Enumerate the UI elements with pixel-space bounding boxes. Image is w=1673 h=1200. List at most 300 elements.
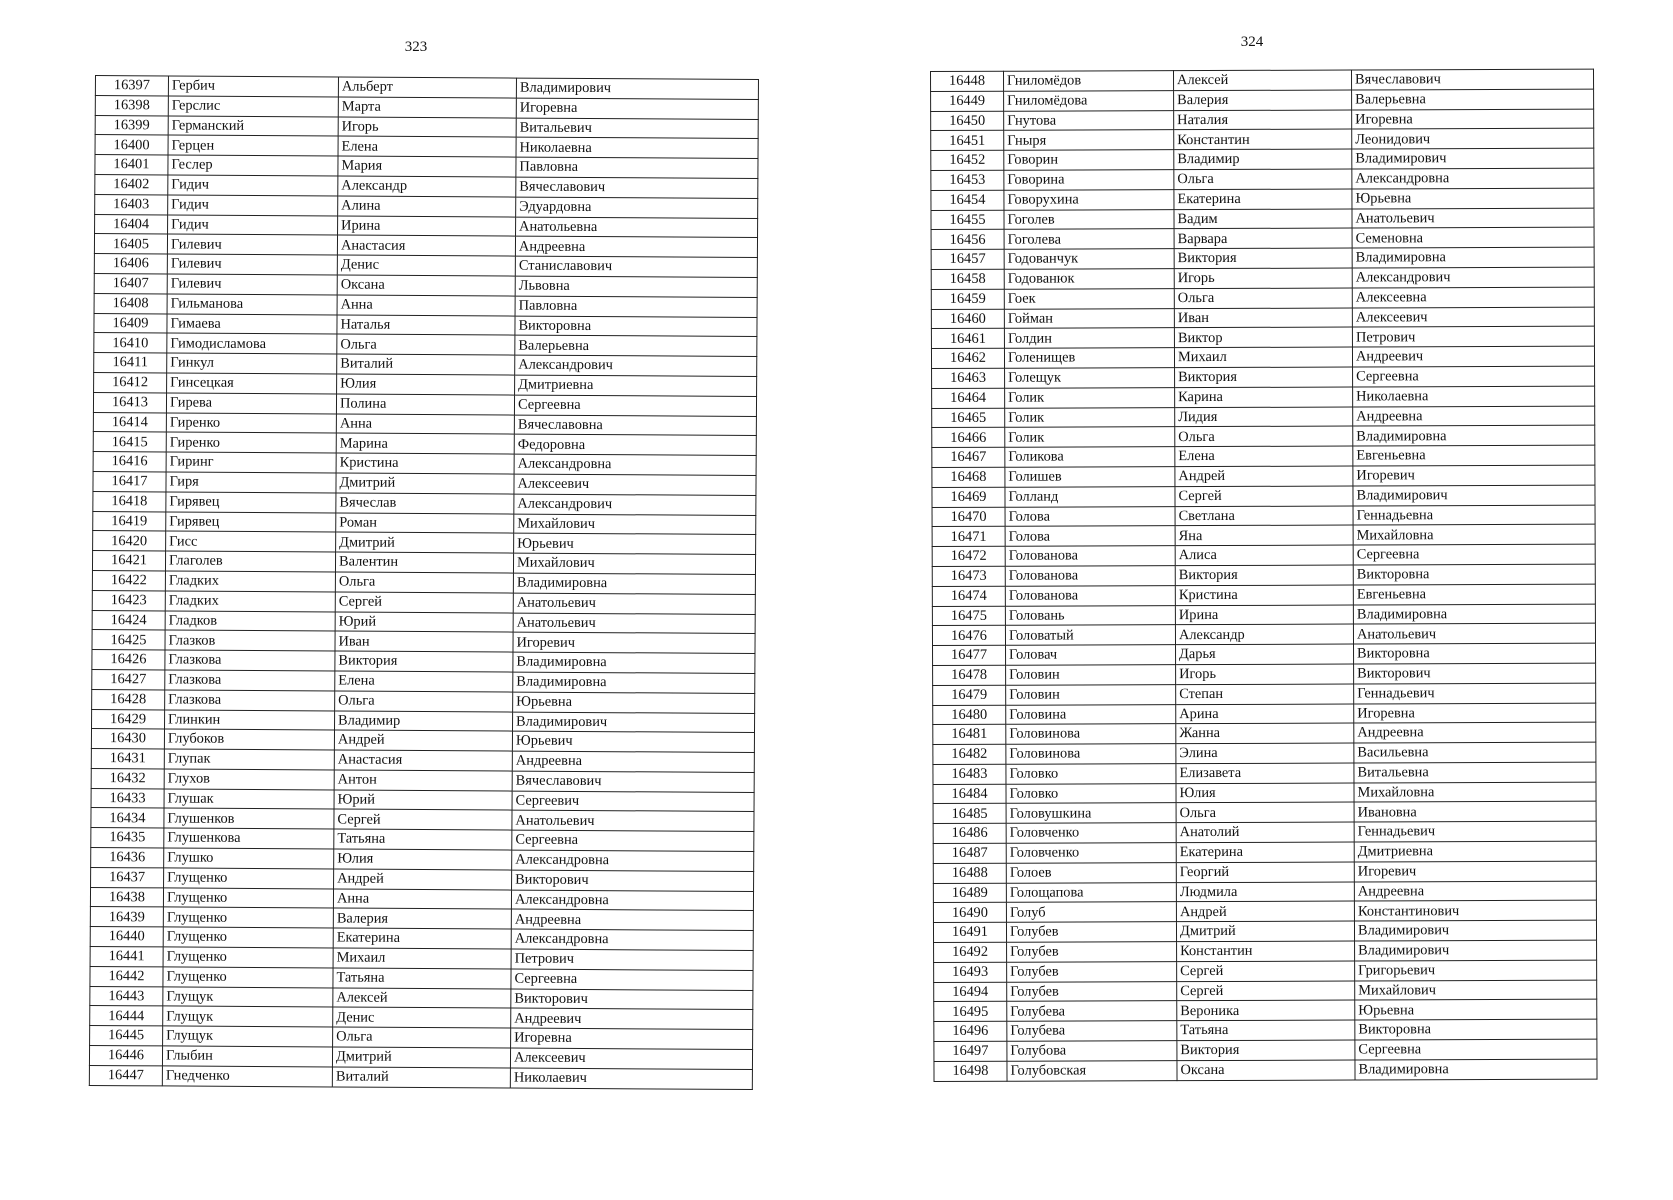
row-number-cell: 16410 [94, 333, 167, 353]
row-number-cell: 16495 [934, 1002, 1007, 1022]
row-number-cell: 16428 [92, 689, 165, 709]
row-number-cell: 16497 [934, 1041, 1007, 1061]
first-name-cell: Андрей [334, 869, 512, 890]
first-name-cell: Константин [1174, 129, 1352, 149]
first-name-cell: Валентин [335, 552, 513, 573]
last-name-cell: Голованова [1005, 585, 1175, 605]
first-name-cell: Дмитрий [336, 532, 514, 553]
row-number-cell: 16406 [94, 254, 167, 274]
table-row [932, 426, 1595, 448]
first-name-cell: Альберт [338, 77, 516, 98]
first-name-cell: Яна [1175, 525, 1353, 545]
patronymic-cell: Владимировна [513, 573, 755, 594]
row-number-cell: 16478 [933, 665, 1006, 685]
last-name-cell: Голикова [1005, 447, 1175, 467]
last-name-cell: Глушко [164, 848, 334, 869]
patronymic-cell: Анатольевич [1353, 623, 1595, 644]
row-number-cell: 16441 [90, 947, 163, 967]
row-number-cell: 16465 [932, 408, 1005, 428]
last-name-cell: Гныря [1004, 130, 1174, 150]
last-name-cell: Голованова [1005, 566, 1175, 586]
row-number-cell: 16456 [931, 230, 1004, 250]
patronymic-cell: Михайловна [1354, 782, 1596, 803]
row-number-cell: 16443 [90, 986, 163, 1006]
first-name-cell: Владимир [1174, 149, 1352, 169]
first-name-cell: Алина [338, 196, 516, 217]
row-number-cell: 16479 [933, 685, 1006, 705]
names-table-left [89, 75, 759, 1090]
names-table-right [930, 69, 1598, 1082]
row-number-cell: 16481 [933, 725, 1006, 745]
first-name-cell: Валерия [1174, 90, 1352, 110]
row-number-cell: 16484 [933, 784, 1006, 804]
last-name-cell: Гойман [1004, 308, 1174, 328]
last-name-cell: Гнутова [1004, 110, 1174, 130]
patronymic-cell: Витальевна [1354, 762, 1596, 783]
last-name-cell: Головин [1006, 684, 1176, 704]
patronymic-cell: Вячеславович [512, 771, 754, 792]
last-name-cell: Глупак [164, 749, 334, 770]
first-name-cell: Елена [335, 671, 513, 692]
table-row [933, 901, 1596, 923]
row-number-cell: 16493 [934, 962, 1007, 982]
last-name-cell: Годованюк [1004, 269, 1174, 289]
last-name-cell: Гимодисламова [167, 333, 337, 354]
row-number-cell: 16467 [932, 447, 1005, 467]
first-name-cell: Сергей [1177, 961, 1355, 981]
table-row [931, 69, 1594, 91]
row-number-cell: 16409 [94, 313, 167, 333]
table-row [932, 584, 1595, 606]
row-number-cell: 16433 [91, 788, 164, 808]
row-number-cell: 16418 [93, 491, 166, 511]
table-row [932, 386, 1595, 408]
patronymic-cell: Владимирович [1355, 940, 1597, 961]
last-name-cell: Голубев [1007, 942, 1177, 962]
patronymic-cell: Владимировна [1353, 426, 1595, 447]
last-name-cell: Голова [1005, 506, 1175, 526]
first-name-cell: Ольга [335, 572, 513, 593]
row-number-cell: 16458 [931, 269, 1004, 289]
patronymic-cell: Владимирович [1353, 485, 1595, 506]
patronymic-cell: Евгеньевна [1353, 445, 1595, 466]
row-number-cell: 16496 [934, 1021, 1007, 1041]
patronymic-cell: Анатольевич [1352, 208, 1594, 229]
first-name-cell: Юлия [334, 849, 512, 870]
row-number-cell: 16424 [92, 610, 165, 630]
row-number-cell: 16401 [95, 155, 168, 175]
table-row [934, 1019, 1597, 1041]
patronymic-cell: Владимировна [513, 672, 755, 693]
patronymic-cell: Петрович [1352, 327, 1594, 348]
last-name-cell: Глыбин [162, 1046, 332, 1067]
row-number-cell: 16471 [932, 527, 1005, 547]
row-number-cell: 16444 [90, 1006, 163, 1026]
row-number-cell: 16407 [94, 273, 167, 293]
patronymic-cell: Семеновна [1352, 228, 1594, 249]
row-number-cell: 16440 [90, 927, 163, 947]
last-name-cell: Глущук [163, 1006, 333, 1027]
row-number-cell: 16411 [94, 353, 167, 373]
row-number-cell: 16482 [933, 744, 1006, 764]
row-number-cell: 16431 [91, 749, 164, 769]
table-row [932, 505, 1595, 527]
first-name-cell: Юлия [1176, 783, 1354, 803]
first-name-cell: Екатерина [1176, 842, 1354, 862]
first-name-cell: Виктор [1174, 327, 1352, 347]
patronymic-cell: Павловна [515, 296, 757, 317]
patronymic-cell: Геннадьевич [1354, 821, 1596, 842]
patronymic-cell: Викторович [512, 870, 754, 891]
patronymic-cell: Игоревич [513, 632, 755, 653]
last-name-cell: Гоек [1004, 288, 1174, 308]
table-row [932, 604, 1595, 626]
first-name-cell: Вячеслав [336, 493, 514, 514]
row-number-cell: 16459 [931, 289, 1004, 309]
first-name-cell: Полина [336, 394, 514, 415]
row-number-cell: 16448 [931, 71, 1004, 91]
last-name-cell: Гирева [166, 393, 336, 414]
row-number-cell: 16491 [933, 923, 1006, 943]
table-row [931, 228, 1594, 250]
first-name-cell: Георгий [1176, 862, 1354, 882]
first-name-cell: Екатерина [1174, 189, 1352, 209]
last-name-cell: Глушак [164, 789, 334, 810]
first-name-cell: Марина [336, 433, 514, 454]
last-name-cell: Глаголев [165, 551, 335, 572]
last-name-cell: Голубев [1006, 922, 1176, 942]
patronymic-cell: Андреевна [515, 236, 757, 257]
patronymic-cell: Михайлович [513, 553, 755, 574]
patronymic-cell: Александрович [514, 494, 756, 515]
first-name-cell: Алексей [1174, 70, 1352, 90]
patronymic-cell: Николаевна [1353, 386, 1595, 407]
patronymic-cell: Андреевна [1354, 881, 1596, 902]
last-name-cell: Герцен [168, 135, 338, 156]
last-name-cell: Гиренко [166, 412, 336, 433]
first-name-cell: Анатолий [1176, 822, 1354, 842]
patronymic-cell: Николаевич [510, 1068, 752, 1089]
row-number-cell: 16414 [93, 412, 166, 432]
row-number-cell: 16487 [933, 843, 1006, 863]
first-name-cell: Михаил [1174, 347, 1352, 367]
row-number-cell: 16400 [95, 135, 168, 155]
patronymic-cell: Викторовна [1353, 564, 1595, 585]
row-number-cell: 16449 [931, 91, 1004, 111]
row-number-cell: 16416 [93, 452, 166, 472]
patronymic-cell: Сергеевна [514, 395, 756, 416]
row-number-cell: 16437 [91, 867, 164, 887]
first-name-cell: Антон [334, 770, 512, 791]
last-name-cell: Глубоков [164, 729, 334, 750]
first-name-cell: Елена [338, 136, 516, 157]
last-name-cell: Голубев [1007, 962, 1177, 982]
last-name-cell: Гоголев [1004, 209, 1174, 229]
patronymic-cell: Ивановна [1354, 802, 1596, 823]
row-number-cell: 16430 [91, 729, 164, 749]
row-number-cell: 16405 [94, 234, 167, 254]
first-name-cell: Виталий [337, 354, 515, 375]
table-row [931, 327, 1594, 349]
first-name-cell: Сергей [1177, 981, 1355, 1001]
table-row [931, 307, 1594, 329]
last-name-cell: Гилевич [167, 234, 337, 255]
table-row [931, 346, 1594, 368]
first-name-cell: Кристина [1175, 585, 1353, 605]
table-row [934, 1059, 1597, 1081]
row-number-cell: 16403 [95, 194, 168, 214]
last-name-cell: Глущенко [164, 868, 334, 889]
last-name-cell: Голенищев [1004, 348, 1174, 368]
patronymic-cell: Сергеевна [1353, 366, 1595, 387]
last-name-cell: Гиринг [166, 452, 336, 473]
last-name-cell: Голощапова [1006, 882, 1176, 902]
row-number-cell: 16469 [932, 487, 1005, 507]
row-number-cell: 16399 [95, 115, 168, 135]
first-name-cell: Степан [1176, 684, 1354, 704]
first-name-cell: Дмитрий [332, 1047, 510, 1068]
table-row [931, 109, 1594, 131]
first-name-cell: Елена [1175, 446, 1353, 466]
table-row [933, 663, 1596, 685]
patronymic-cell: Эдуардовна [516, 197, 758, 218]
row-number-cell: 16480 [933, 705, 1006, 725]
patronymic-cell: Владимировна [1355, 1059, 1597, 1080]
first-name-cell: Наталия [1174, 110, 1352, 130]
row-number-cell: 16434 [91, 808, 164, 828]
last-name-cell: Глущенко [163, 888, 333, 909]
last-name-cell: Голубева [1007, 1001, 1177, 1021]
patronymic-cell: Андреевна [511, 910, 753, 931]
row-number-cell: 16445 [90, 1026, 163, 1046]
table-row [933, 861, 1596, 883]
patronymic-cell: Владимирович [1352, 148, 1594, 169]
first-name-cell: Виктория [1175, 565, 1353, 585]
first-name-cell: Ольга [335, 691, 513, 712]
first-name-cell: Юрий [335, 611, 513, 632]
last-name-cell: Глазков [165, 630, 335, 651]
patronymic-cell: Павловна [516, 157, 758, 178]
first-name-cell: Людмила [1176, 882, 1354, 902]
last-name-cell: Глущенко [163, 947, 333, 968]
last-name-cell: Голоев [1006, 863, 1176, 883]
table-row [934, 940, 1597, 962]
last-name-cell: Головинова [1006, 724, 1176, 744]
row-number-cell: 16489 [933, 883, 1006, 903]
table-row [933, 881, 1596, 903]
row-number-cell: 16423 [92, 590, 165, 610]
patronymic-cell: Игоревна [511, 1028, 753, 1049]
patronymic-cell: Андреевич [511, 1009, 753, 1030]
first-name-cell: Анна [336, 414, 514, 435]
row-number-cell: 16492 [934, 942, 1007, 962]
row-number-cell: 16468 [932, 467, 1005, 487]
patronymic-cell: Александрович [1352, 267, 1594, 288]
row-number-cell: 16417 [93, 471, 166, 491]
first-name-cell: Анастасия [334, 750, 512, 771]
first-name-cell: Елизавета [1176, 763, 1354, 783]
last-name-cell: Глущук [163, 987, 333, 1008]
row-number-cell: 16402 [95, 174, 168, 194]
last-name-cell: Гильманова [167, 294, 337, 315]
patronymic-cell: Витальевич [516, 118, 758, 139]
first-name-cell: Ирина [1175, 605, 1353, 625]
patronymic-cell: Сергеевна [512, 830, 754, 851]
patronymic-cell: Андреевна [1354, 722, 1596, 743]
last-name-cell: Голубова [1007, 1041, 1177, 1061]
patronymic-cell: Вячеславович [516, 177, 758, 198]
patronymic-cell: Владимирович [1354, 920, 1596, 941]
first-name-cell: Ольга [1176, 803, 1354, 823]
first-name-cell: Ольга [333, 1027, 511, 1048]
first-name-cell: Михаил [333, 948, 511, 969]
last-name-cell: Головушкина [1006, 803, 1176, 823]
last-name-cell: Голованова [1005, 546, 1175, 566]
patronymic-cell: Сергеевич [512, 791, 754, 812]
table-row [933, 742, 1596, 764]
first-name-cell: Сергей [1175, 486, 1353, 506]
patronymic-cell: Владимирович [512, 712, 754, 733]
last-name-cell: Головко [1006, 783, 1176, 803]
last-name-cell: Гиренко [166, 432, 336, 453]
first-name-cell: Денис [333, 1007, 511, 1028]
last-name-cell: Гисс [166, 531, 336, 552]
patronymic-cell: Викторович [1354, 663, 1596, 684]
table-row [932, 445, 1595, 467]
patronymic-cell: Вячеславович [1351, 69, 1593, 90]
first-name-cell: Карина [1175, 387, 1353, 407]
first-name-cell: Андрей [1176, 901, 1354, 921]
table-row [932, 485, 1595, 507]
patronymic-cell: Анатольевич [512, 811, 754, 832]
row-number-cell: 16477 [933, 645, 1006, 665]
table-row [932, 544, 1595, 566]
table-row [933, 841, 1596, 863]
patronymic-cell: Александровна [511, 929, 753, 950]
row-number-cell: 16457 [931, 249, 1004, 269]
first-name-cell: Дмитрий [336, 473, 514, 494]
last-name-cell: Голова [1005, 526, 1175, 546]
last-name-cell: Головинова [1006, 744, 1176, 764]
first-name-cell: Виктория [335, 651, 513, 672]
row-number-cell: 16427 [92, 669, 165, 689]
table-row [89, 1065, 752, 1089]
last-name-cell: Голещук [1005, 368, 1175, 388]
first-name-cell: Мария [338, 156, 516, 177]
first-name-cell: Анастасия [337, 235, 515, 256]
first-name-cell: Виктория [1175, 367, 1353, 387]
first-name-cell: Андрей [1175, 466, 1353, 486]
table-row [934, 1039, 1597, 1061]
patronymic-cell: Андреевна [1353, 406, 1595, 427]
table-row [932, 564, 1595, 586]
patronymic-cell: Алексеевич [1352, 307, 1594, 328]
patronymic-cell: Андреевна [512, 751, 754, 772]
table-row [932, 465, 1595, 487]
table-row [933, 821, 1596, 843]
row-number-cell: 16475 [932, 606, 1005, 626]
last-name-cell: Герслис [168, 96, 338, 117]
row-number-cell: 16494 [934, 982, 1007, 1002]
page-number-right: 324 [1240, 34, 1264, 50]
table-row [933, 643, 1596, 665]
row-number-cell: 16488 [933, 863, 1006, 883]
first-name-cell: Иван [335, 631, 513, 652]
last-name-cell: Гладких [165, 571, 335, 592]
patronymic-cell: Григорьевич [1355, 960, 1597, 981]
first-name-cell: Ольга [1174, 169, 1352, 189]
first-name-cell: Вадим [1174, 209, 1352, 229]
patronymic-cell: Юрьевич [512, 731, 754, 752]
last-name-cell: Голишев [1005, 467, 1175, 487]
row-number-cell: 16486 [933, 824, 1006, 844]
patronymic-cell: Юрьевна [1352, 188, 1594, 209]
patronymic-cell: Константинович [1354, 901, 1596, 922]
last-name-cell: Глухов [164, 769, 334, 790]
row-number-cell: 16454 [931, 190, 1004, 210]
table-row [932, 366, 1595, 388]
row-number-cell: 16438 [90, 887, 163, 907]
row-number-cell: 16422 [92, 570, 165, 590]
first-name-cell: Вероника [1177, 1000, 1355, 1020]
first-name-cell: Жанна [1176, 723, 1354, 743]
last-name-cell: Гинсецкая [167, 373, 337, 394]
first-name-cell: Лидия [1175, 407, 1353, 427]
row-number-cell: 16451 [931, 131, 1004, 151]
patronymic-cell: Юрьевич [514, 533, 756, 554]
last-name-cell: Голик [1005, 427, 1175, 447]
row-number-cell: 16408 [94, 293, 167, 313]
last-name-cell: Глазкова [165, 670, 335, 691]
table-row [933, 782, 1596, 804]
patronymic-cell: Алексеевич [514, 474, 756, 495]
table-row [934, 980, 1597, 1002]
patronymic-cell: Владимировна [1352, 247, 1594, 268]
row-number-cell: 16415 [93, 432, 166, 452]
page-number-left: 323 [404, 39, 428, 55]
patronymic-cell: Анатольевна [516, 217, 758, 238]
first-name-cell: Иван [1174, 308, 1352, 328]
first-name-cell: Татьяна [334, 829, 512, 850]
first-name-cell: Константин [1177, 941, 1355, 961]
first-name-cell: Марта [338, 97, 516, 118]
first-name-cell: Игорь [338, 117, 516, 138]
first-name-cell: Ольга [1174, 288, 1352, 308]
first-name-cell: Виктория [1177, 1040, 1355, 1060]
row-number-cell: 16419 [93, 511, 166, 531]
last-name-cell: Геслер [168, 155, 338, 176]
first-name-cell: Арина [1176, 704, 1354, 724]
first-name-cell: Татьяна [1177, 1020, 1355, 1040]
patronymic-cell: Александровна [514, 454, 756, 475]
patronymic-cell: Владимировна [1353, 604, 1595, 625]
patronymic-cell: Алексеевич [510, 1048, 752, 1069]
row-number-cell: 16485 [933, 804, 1006, 824]
table-row [933, 683, 1596, 705]
first-name-cell: Оксана [1177, 1060, 1355, 1080]
last-name-cell: Глущенко [163, 967, 333, 988]
patronymic-cell: Викторовна [1354, 643, 1596, 664]
patronymic-cell: Михайлович [1355, 980, 1597, 1001]
last-name-cell: Голик [1005, 407, 1175, 427]
first-name-cell: Екатерина [333, 928, 511, 949]
patronymic-cell: Михайлович [514, 514, 756, 535]
table-row [934, 1000, 1597, 1022]
table-row [931, 89, 1594, 111]
row-number-cell: 16461 [931, 329, 1004, 349]
patronymic-cell: Игоревич [1353, 465, 1595, 486]
table-row [931, 287, 1594, 309]
